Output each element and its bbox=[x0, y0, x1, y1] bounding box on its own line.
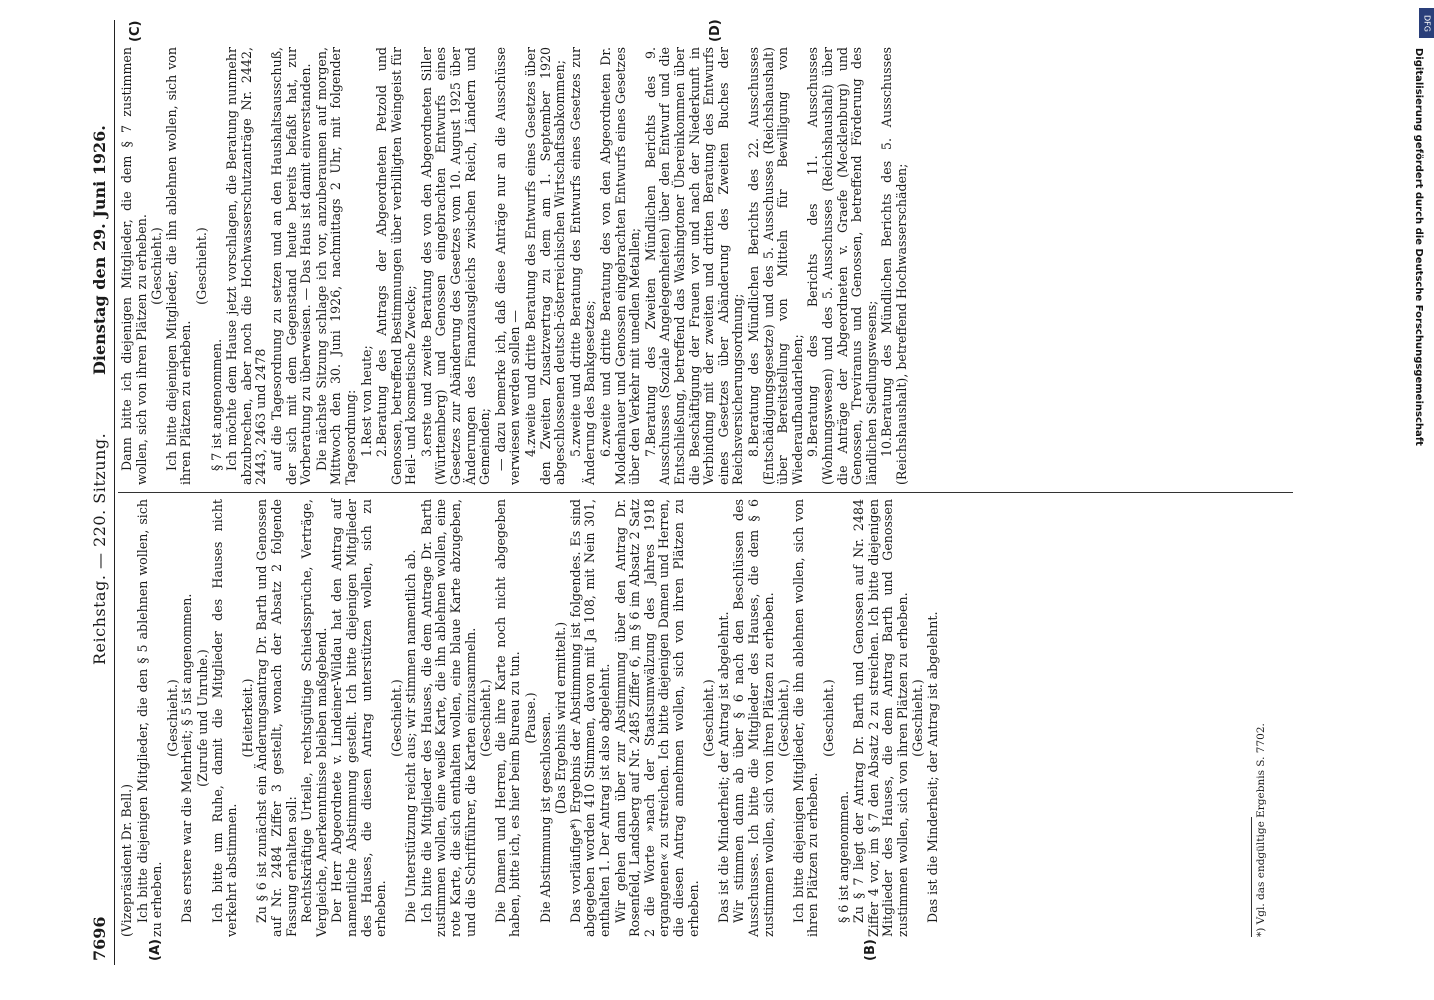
stage-direction: (Geschieht.) bbox=[701, 679, 717, 757]
text-paragraph: Wir stimmen dann ab über § 6 nach den Beschlüssen des Ausschusses. Ich bitte die Mitglieder des Hauses, die dem § 6 zustimmen wollen, sich von ihren Plätzen zu erheben. bbox=[731, 499, 776, 937]
text-paragraph: Die Unterstützung reicht aus; wir stimmen namentlich ab. bbox=[403, 549, 419, 923]
text-paragraph: Ich bitte die Mitglieder des Hauses, die dem Antrage Dr. Barth zustimmen wollen, eine weiße Karte, die ihn ablehnen wollen, eine rote Karte, die sich enthalten wollen, eine blaue Karte abzugeben, und die Schriftführer, die Karten einzusammeln. bbox=[418, 499, 478, 937]
stage-direction: (Pause.) bbox=[523, 692, 539, 744]
right-column bbox=[120, 47, 910, 485]
stage-direction: (Geschieht.) bbox=[910, 679, 926, 757]
agenda-item bbox=[747, 47, 805, 485]
document-page bbox=[88, 20, 1293, 965]
text-paragraph: Das vorläufige*) Ergebnis der Abstimmung ist folgendes. Es sind abgegeben worden 410 Stimmen, davon mit Ja 108, mit Nein 301, enthalten 1. Der Antrag ist also abgelehnt. bbox=[567, 499, 612, 937]
agenda-item bbox=[420, 47, 493, 485]
page-number: 7696 bbox=[90, 916, 109, 961]
column-divider bbox=[118, 492, 1293, 493]
agenda-item bbox=[375, 47, 419, 485]
stage-direction: (Geschieht.) bbox=[193, 227, 209, 305]
agenda-item-number: 7. bbox=[642, 444, 658, 457]
text-paragraph: Ich bitte diejenigen Mitglieder, die ihn ablehnen wollen, sich von ihren Plätzen zu erheben. bbox=[790, 499, 821, 937]
session-title: Reichstag. — 220. Sitzung. bbox=[90, 432, 109, 665]
text-paragraph: Die Damen und Herren, die ihre Karte noch nicht abgegeben haben, bitte ich, es hier beim Bureau zu tun. bbox=[492, 499, 523, 937]
footnote-rule bbox=[1251, 817, 1252, 937]
agenda-item-number: 5. bbox=[567, 444, 583, 457]
margin-letter-c: (C) bbox=[128, 20, 143, 42]
agenda-item-number: 6. bbox=[598, 444, 613, 457]
text-paragraph: Rechtskräftige Urteile, rechtsgültige Schiedssprüche, Verträge, Vergleiche, Anerkenntnisse bleiben maßgebend. bbox=[299, 499, 329, 937]
stage-direction: (Geschieht.) bbox=[164, 679, 180, 757]
text-paragraph: Das ist die Minderheit; der Antrag ist abgelehnt. bbox=[715, 611, 731, 923]
text-paragraph: § 7 ist angenommen. bbox=[208, 338, 224, 471]
text-paragraph: Ich bitte diejenigen Mitglieder, die ihn ablehnen wollen, sich von ihren Plätzen zu erheben. bbox=[163, 47, 194, 485]
dfg-logo: DFG bbox=[1419, 8, 1434, 38]
agenda-item bbox=[644, 47, 746, 485]
agenda-item-text: Beratung des Mündlichen Berichts des 5. Ausschusses (Reichshaushalt), betreffend Hochwasserschäden; bbox=[879, 47, 909, 485]
agenda-item-text: Rest von heute; bbox=[358, 345, 374, 445]
agenda-item-number: 8. bbox=[745, 444, 761, 457]
stage-direction: (Zurufe und Unruhe.) bbox=[194, 649, 210, 787]
text-paragraph: Die nächste Sitzung schlage ich vor, anzuberaumen auf morgen, Mittwoch den 30. Juni 1926, nachmittags 2 Uhr, mit folgender Tagesordnung: bbox=[313, 47, 358, 485]
text-paragraph: § 6 ist angenommen. bbox=[835, 790, 851, 923]
text-paragraph: Die Abstimmung ist geschlossen. bbox=[537, 711, 553, 923]
text-paragraph: — dazu bemerke ich, daß diese Anträge nur an die Ausschüsse verwiesen werden sollen — bbox=[492, 47, 523, 485]
margin-letter-a: (A) bbox=[148, 939, 163, 961]
stage-direction: (Das Ergebnis wird ermittelt.) bbox=[553, 621, 569, 815]
session-date: Dienstag den 29. Juni 1926. bbox=[90, 125, 109, 375]
agenda-item bbox=[806, 47, 879, 485]
stage-direction: (Geschieht.) bbox=[820, 679, 836, 757]
agenda-item bbox=[599, 47, 643, 485]
stage-direction: (Geschieht.) bbox=[149, 227, 165, 305]
text-paragraph: Dann bitte ich diejenigen Mitglieder, die dem § 7 zustimmen wollen, sich von ihren Plätzen zu erheben. bbox=[119, 47, 149, 485]
stage-direction: (Geschieht.) bbox=[776, 679, 792, 757]
text-paragraph: Zu § 6 ist zunächst ein Änderungsantrag Dr. Barth und Genossen auf Nr. 2484 Ziffer 3 gestellt, wonach der Absatz 2 folgende Fassung erhalten soll: bbox=[254, 499, 299, 937]
agenda-item bbox=[524, 47, 568, 485]
stage-direction: (Heiterkeit.) bbox=[239, 678, 255, 758]
agenda-item-text: Beratung des Antrags der Abgeordneten Petzold und Genossen, betreffend Bestimmungen über verbilligten Weingeist für Heil- und kosmetische Zwecke; bbox=[374, 47, 419, 485]
agenda-item bbox=[360, 47, 375, 485]
speaker-label: (Vizepräsident Dr. Bell.) bbox=[119, 783, 134, 937]
text-paragraph: Zu § 7 liegt der Antrag Dr. Barth und Genossen auf Nr. 2484 Ziffer 4 vor, im § 7 den Absatz 2 zu streichen. Ich bitte diejenigen Mitglieder des Hauses, die dem Antrag Barth und Genossen zustimmen wollen, sich von ihren Plätzen zu erheben. bbox=[851, 499, 910, 937]
text-paragraph: Das erstere war die Mehrheit; § 5 ist angenommen. bbox=[179, 593, 195, 923]
text-paragraph: Ich bitte diejenigen Mitglieder, die den § 5 ablehnen wollen, sich zu erheben. bbox=[134, 499, 165, 937]
stage-direction: (Geschieht.) bbox=[388, 679, 404, 757]
text-paragraph: Ich bitte um Ruhe, damit die Mitglieder des Hauses nicht verkehrt abstimmen. bbox=[209, 499, 240, 937]
agenda-item-text: zweite und dritte Beratung des von den Abgeordneten Dr. Moldenhauer und Genossen eingebrachten Entwurfs eines Gesetzes über den Verkehr mit unedlen Metallen; bbox=[598, 47, 643, 485]
text-paragraph: Der Herr Abgeordnete v. Lindeiner-Wildau hat den Antrag auf namentliche Abstimmung gestellt. Ich bitte diejenigen Mitglieder des Hauses, die diesen Antrag unterstützen wollen, sich zu erheben. bbox=[329, 499, 389, 937]
left-column bbox=[120, 499, 942, 937]
margin-letter-b: (B) bbox=[863, 939, 878, 961]
agenda-item-text: erste und zweite Beratung des von den Abgeordneten Siller (Württemberg) und Genossen eingebrachten Entwurfs eines Gesetzes zur Abänderung des Gesetzes vom 10. August 1925 über Änderungen des Finanzausgleichs zwischen Reich, Ländern und Gemeinden; bbox=[418, 47, 493, 485]
agenda-item-number: 10. bbox=[879, 436, 895, 457]
agenda-item-text: Beratung des Zweiten Mündlichen Berichts des 9. Ausschusses (Soziale Angelegenheiten) über den Entwurf und die Entschließung, betreffend das Washingtoner Übereinkommen über die Beschäftigung der Frauen vor und nach der Niederkunft in Verbindung mit der zweiten und dritten Beratung des Entwurfs eines Gesetzes über Abänderung des Zweiten Buches der Reichsversicherungsordnung; bbox=[642, 47, 746, 485]
stage-direction: (Geschieht.) bbox=[478, 679, 494, 757]
agenda-item-number: 2. bbox=[374, 444, 390, 457]
agenda-item-number: 9. bbox=[805, 444, 821, 457]
agenda-item-number: 3. bbox=[418, 444, 434, 457]
agenda-item-number: 4. bbox=[523, 444, 539, 457]
footnote: *) Vgl. das endgültige Ergebnis S. 7702. bbox=[1255, 723, 1267, 937]
digitization-credit: Digitalisierung gefördert durch die Deutsche Forschungsgemeinschaft bbox=[1413, 48, 1424, 446]
agenda-item-text: Beratung des Berichts des 11. Ausschusses (Wohnungswesen) und des 5. Ausschusses (Reichshaushalt) über die Anträge der Abgeordneten v. Graefe (Mecklenburg) und Genossen, Treviranus und Genossen, betreffend Förderung des ländlichen Siedlungswesens; bbox=[805, 47, 879, 485]
text-paragraph: Ich möchte dem Hause jetzt vorschlagen, die Beratung nunmehr abzubrechen, aber noch die Hochwasserschutzanträge Nr. 2442, 2443, 2463 und 2478 bbox=[224, 47, 269, 485]
agenda-item-text: zweite und dritte Beratung des Entwurfs eines Gesetzes zur Änderung des Bankgesetzes; bbox=[567, 47, 598, 485]
page-header bbox=[88, 20, 115, 965]
margin-letter-d: (D) bbox=[708, 19, 723, 42]
agenda-item-number: 1. bbox=[358, 444, 374, 457]
text-paragraph: Das ist die Minderheit; der Antrag ist abgelehnt. bbox=[925, 611, 941, 923]
text-paragraph: Wir gehen dann über zur Abstimmung über den Antrag Dr. Rosenfeld, Landsberg auf Nr. 2485 Ziffer 6, im § 6 im Absatz 2 Satz 2 die Worte »nach der Staatsumwälzung des Jahres 1918 ergangenen« zu streichen. Ich bitte diejenigen Damen und Herren, die diesen Antrag annehmen wollen, sich von ihren Plätzen zu erheben. bbox=[612, 499, 701, 937]
agenda-item bbox=[569, 47, 598, 485]
agenda-item bbox=[880, 47, 909, 485]
text-paragraph: auf die Tagesordnung zu setzen und an den Haushaltsausschuß, der sich mit dem Gegenstand heute bereits befaßt hat, zur Vorberatung zu überweisen. — Das Haus ist damit einverstanden. bbox=[268, 47, 314, 485]
agenda-item-text: Beratung des Mündlichen Berichts des 22. Ausschusses (Entschädigungsgesetze) und des 5. Ausschusses (Reichshaushalt) über Bereitstellung von Mitteln für Bewilligung von Wiederaufbaudarlehen; bbox=[745, 47, 805, 485]
agenda-item-text: zweite und dritte Beratung des Entwurfs eines Gesetzes über den Zweiten Zusatzvertrag zu dem am 1. September 1920 abgeschlossenen deutsch-österreichischen Wirtschaftsabkommen; bbox=[523, 47, 568, 485]
